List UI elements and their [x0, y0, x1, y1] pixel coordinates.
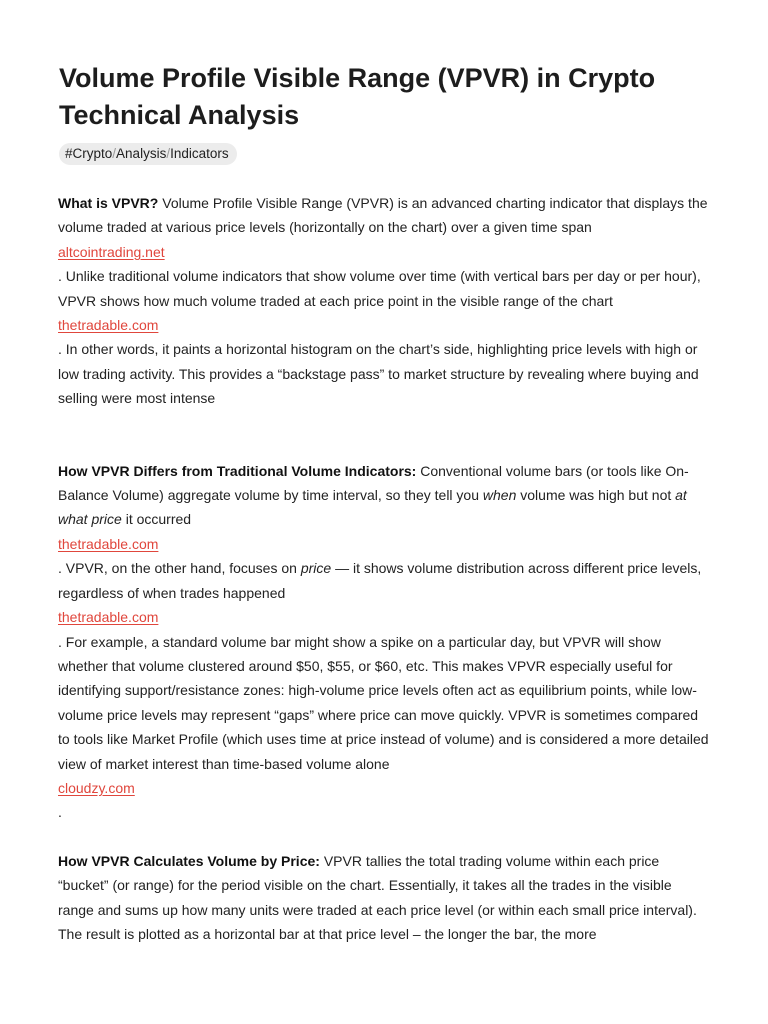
paragraph-text: VPVR tallies the total trading volume within each price “bucket” (or range) for the period visible on the chart. Essentially, it takes all the trades in the visible range and sums up how many units were traded at each price level (or within each small price interval). The result is plotted as a horizontal bar at that price level – the longer the bar, the more: [58, 852, 697, 942]
article-title: Volume Profile Visible Range (VPVR) in Crypto Technical Analysis: [59, 63, 656, 130]
paragraph-text: .: [58, 804, 62, 821]
source-link[interactable]: cloudzy.com: [58, 779, 135, 796]
section-heading: How VPVR Calculates Volume by Price:: [58, 852, 320, 869]
tag-separator: /: [166, 146, 171, 161]
article-body: [58, 191, 710, 946]
paragraph-text: it occurred: [121, 511, 192, 528]
paragraph-text: . For example, a standard volume bar might show a spike on a particular day, but VPVR will show whether that volume clustered around $50, $55, or $60, etc. This makes VPVR especially useful for identifying support/resistance zones: high-volume price levels often act as equilibrium points, while low-volume price levels may represent “gaps” where price can move quickly. VPVR is sometimes compared to tools like Market Profile (which uses time at price instead of volume) and is considered a more detailed view of market interest than time-based volume alone: [58, 633, 709, 772]
source-link[interactable]: thetradable.com: [58, 609, 159, 626]
emphasis-text: price: [300, 560, 332, 577]
source-link[interactable]: thetradable.com: [58, 317, 159, 334]
paragraph-text: volume was high but not: [516, 487, 676, 504]
paragraph-text: Volume Profile Visible Range (VPVR) is an advanced charting indicator that displays the volume traded at various price levels (horizontally on the chart) over a given time span: [58, 195, 708, 236]
paragraph-vpvr-calculates: [58, 849, 710, 947]
paragraph-text: . In other words, it paints a horizontal histogram on the chart’s side, highlighting price levels with high or low trading activity. This provides a “backstage pass” to market structure by revealing where buying and selling were most intense: [58, 341, 699, 407]
tag-hash: #: [65, 146, 73, 161]
paragraph-text: . VPVR, on the other hand, focuses on: [58, 560, 301, 577]
emphasis-text: at what price: [58, 487, 687, 528]
emphasis-text: when: [482, 487, 517, 504]
tag-separator: /: [112, 146, 117, 161]
section-heading: What is VPVR?: [58, 195, 159, 211]
source-link[interactable]: thetradable.com: [58, 535, 159, 552]
paragraph-text: . Unlike traditional volume indicators that show volume over time (with vertical bars per day or per hour), VPVR shows how much volume traded at each price point in the visible range of the chart: [58, 268, 701, 309]
paragraph-what-is-vpvr: [58, 191, 710, 411]
paragraph-text: — it shows volume distribution across different price levels, regardless of when trades happened: [58, 560, 702, 601]
source-link[interactable]: altcointrading.net: [58, 243, 165, 260]
tag-indicators[interactable]: Indicators: [170, 146, 229, 161]
section-heading: How VPVR Differs from Traditional Volume Indicators:: [58, 462, 417, 479]
paragraph-vpvr-differs: [58, 459, 710, 825]
tag-crypto[interactable]: Crypto: [72, 146, 113, 161]
paragraph-text: Conventional volume bars (or tools like On-Balance Volume) aggregate volume by time interval, so they tell you: [58, 462, 689, 504]
tag-chip[interactable]: [59, 143, 237, 165]
tag-analysis[interactable]: Analysis: [116, 146, 167, 161]
